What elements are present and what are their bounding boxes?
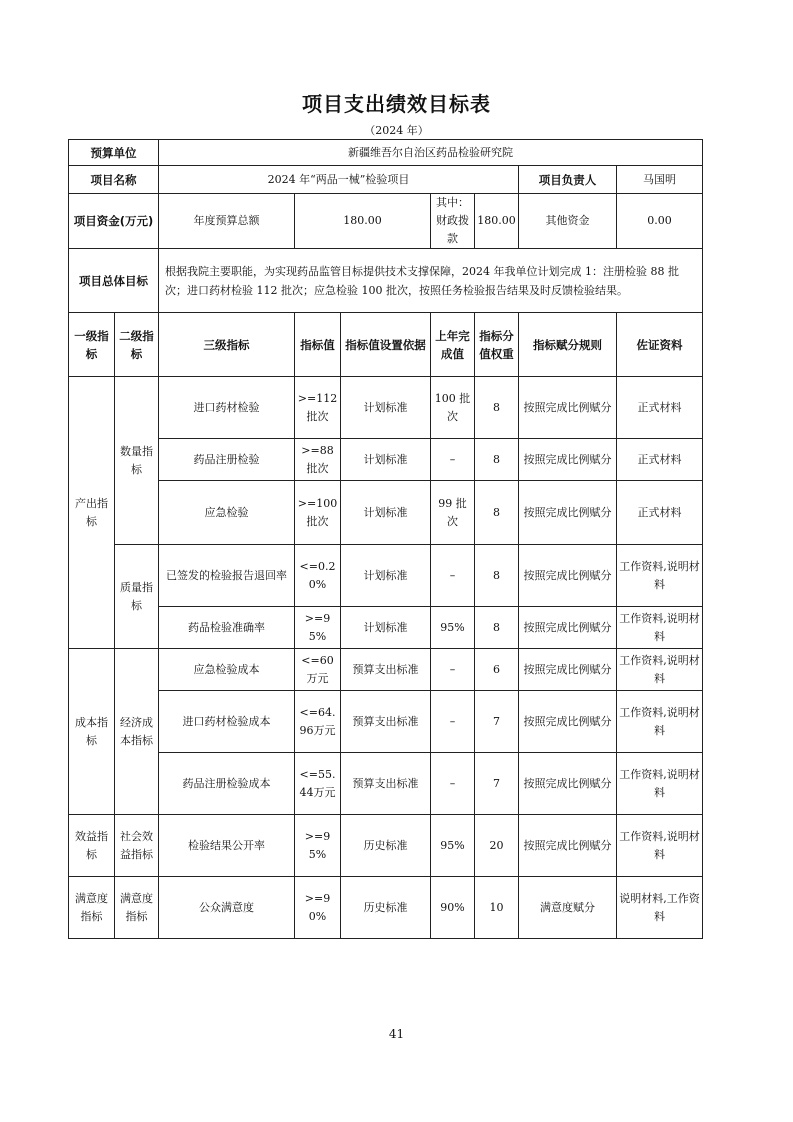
indicator-basis: 历史标准 xyxy=(341,815,431,877)
indicator-value: <=64.96万元 xyxy=(295,691,341,753)
column-header-row xyxy=(69,313,703,377)
table-row xyxy=(69,877,703,939)
indicator-value: >=95% xyxy=(295,607,341,649)
overall-goal-row xyxy=(69,249,703,313)
indicator-prev: 99 批次 xyxy=(431,481,475,545)
indicator-weight: 10 xyxy=(475,877,519,939)
project-leader-label: 项目负责人 xyxy=(519,166,617,194)
table-row xyxy=(69,815,703,877)
table-row xyxy=(69,753,703,815)
indicator-rule: 按照完成比例赋分 xyxy=(519,377,617,439)
indicator-name: 进口药材检验 xyxy=(159,377,295,439)
col-rule: 指标赋分规则 xyxy=(519,313,617,377)
indicator-rule: 按照完成比例赋分 xyxy=(519,607,617,649)
indicator-name: 药品注册检验成本 xyxy=(159,753,295,815)
indicator-weight: 7 xyxy=(475,753,519,815)
indicator-name: 药品注册检验 xyxy=(159,439,295,481)
project-funds-row xyxy=(69,194,703,249)
col-level3: 三级指标 xyxy=(159,313,295,377)
group-output: 产出指标 xyxy=(69,377,115,649)
indicator-evidence: 正式材料 xyxy=(617,377,703,439)
indicator-basis: 计划标准 xyxy=(341,545,431,607)
table-row xyxy=(69,481,703,545)
budget-unit-row xyxy=(69,140,703,166)
group-satisfaction: 满意度指标 xyxy=(69,877,115,939)
table-row xyxy=(69,607,703,649)
indicator-weight: 6 xyxy=(475,649,519,691)
indicator-name: 药品检验准确率 xyxy=(159,607,295,649)
indicator-evidence: 工作资料,说明材料 xyxy=(617,649,703,691)
indicator-rule: 按照完成比例赋分 xyxy=(519,815,617,877)
fiscal-allocation-label: 其中：财政拨款 xyxy=(431,194,475,249)
annual-budget-label: 年度预算总额 xyxy=(159,194,295,249)
group-benefit: 效益指标 xyxy=(69,815,115,877)
indicator-value: <=55.44万元 xyxy=(295,753,341,815)
group-quality: 质量指标 xyxy=(115,545,159,649)
col-basis: 指标值设置依据 xyxy=(341,313,431,377)
indicator-basis: 计划标准 xyxy=(341,439,431,481)
group-social-benefit: 社会效益指标 xyxy=(115,815,159,877)
indicator-value: >=90% xyxy=(295,877,341,939)
indicator-rule: 满意度赋分 xyxy=(519,877,617,939)
indicator-weight: 20 xyxy=(475,815,519,877)
indicator-rule: 按照完成比例赋分 xyxy=(519,649,617,691)
indicator-prev: 90% xyxy=(431,877,475,939)
indicator-prev: 95% xyxy=(431,607,475,649)
indicator-weight: 8 xyxy=(475,481,519,545)
table-row xyxy=(69,691,703,753)
indicator-value: >=88批次 xyxy=(295,439,341,481)
indicator-evidence: 正式材料 xyxy=(617,481,703,545)
table-row xyxy=(69,439,703,481)
indicator-evidence: 工作资料,说明材料 xyxy=(617,815,703,877)
budget-unit-label: 预算单位 xyxy=(69,140,159,166)
page-title: 项目支出绩效目标表 xyxy=(302,92,491,116)
indicator-basis: 计划标准 xyxy=(341,607,431,649)
budget-unit-value: 新疆维吾尔自治区药品检验研究院 xyxy=(159,140,703,166)
indicator-value: >=112批次 xyxy=(295,377,341,439)
indicator-weight: 8 xyxy=(475,439,519,481)
project-funds-label: 项目资金(万元) xyxy=(69,194,159,249)
col-evidence: 佐证资料 xyxy=(617,313,703,377)
indicator-weight: 7 xyxy=(475,691,519,753)
table-row xyxy=(69,377,703,439)
indicator-weight: 8 xyxy=(475,607,519,649)
indicator-value: >=100批次 xyxy=(295,481,341,545)
group-economic-cost: 经济成本指标 xyxy=(115,649,159,815)
indicator-name: 检验结果公开率 xyxy=(159,815,295,877)
indicator-evidence: 工作资料,说明材料 xyxy=(617,691,703,753)
indicator-rule: 按照完成比例赋分 xyxy=(519,481,617,545)
indicator-name: 公众满意度 xyxy=(159,877,295,939)
indicator-rule: 按照完成比例赋分 xyxy=(519,753,617,815)
indicator-evidence: 工作资料,说明材料 xyxy=(617,607,703,649)
col-weight: 指标分值权重 xyxy=(475,313,519,377)
table-row xyxy=(69,649,703,691)
indicator-evidence: 工作资料,说明材料 xyxy=(617,753,703,815)
indicator-rule: 按照完成比例赋分 xyxy=(519,439,617,481)
project-leader-value: 马国明 xyxy=(617,166,703,194)
col-level2: 二级指标 xyxy=(115,313,159,377)
indicator-prev: 95% xyxy=(431,815,475,877)
indicator-basis: 预算支出标准 xyxy=(341,649,431,691)
indicator-basis: 历史标准 xyxy=(341,877,431,939)
indicator-prev: – xyxy=(431,439,475,481)
indicator-basis: 计划标准 xyxy=(341,481,431,545)
indicator-rule: 按照完成比例赋分 xyxy=(519,545,617,607)
overall-goal-label: 项目总体目标 xyxy=(69,249,159,313)
group-quantity: 数量指标 xyxy=(115,377,159,545)
indicator-basis: 计划标准 xyxy=(341,377,431,439)
indicator-prev: 100 批次 xyxy=(431,377,475,439)
fiscal-allocation-value: 180.00 xyxy=(475,194,519,249)
col-level1: 一级指标 xyxy=(69,313,115,377)
indicator-weight: 8 xyxy=(475,545,519,607)
indicator-prev: – xyxy=(431,649,475,691)
overall-goal-text: 根据我院主要职能，为实现药品监管目标提供技术支撑保障，2024 年我单位计划完成 1：注册检验 88 批次；进口药材检验 112 批次；应急检验 100 批次，按照任务检验报告结果及时反馈检验结果。 xyxy=(159,249,703,313)
indicator-name: 已签发的检验报告退回率 xyxy=(159,545,295,607)
col-prev: 上年完成值 xyxy=(431,313,475,377)
indicator-prev: – xyxy=(431,753,475,815)
indicator-value: <=60万元 xyxy=(295,649,341,691)
group-satisfaction-level2: 满意度指标 xyxy=(115,877,159,939)
indicator-rule: 按照完成比例赋分 xyxy=(519,691,617,753)
project-name-row xyxy=(69,166,703,194)
other-funds-label: 其他资金 xyxy=(519,194,617,249)
indicator-evidence: 工作资料,说明材料 xyxy=(617,545,703,607)
indicator-basis: 预算支出标准 xyxy=(341,753,431,815)
indicator-evidence: 正式材料 xyxy=(617,439,703,481)
year-subtitle: （2024 年） xyxy=(364,124,429,137)
project-name-label: 项目名称 xyxy=(69,166,159,194)
annual-budget-value: 180.00 xyxy=(295,194,431,249)
indicator-prev: – xyxy=(431,545,475,607)
indicator-name: 应急检验成本 xyxy=(159,649,295,691)
indicator-name: 应急检验 xyxy=(159,481,295,545)
other-funds-value: 0.00 xyxy=(617,194,703,249)
indicator-basis: 预算支出标准 xyxy=(341,691,431,753)
page-number: 41 xyxy=(388,1027,405,1041)
project-name-value: 2024 年“两品一械”检验项目 xyxy=(159,166,519,194)
col-value: 指标值 xyxy=(295,313,341,377)
indicator-evidence: 说明材料,工作资料 xyxy=(617,877,703,939)
indicator-value: <=0.20% xyxy=(295,545,341,607)
indicator-weight: 8 xyxy=(475,377,519,439)
indicator-value: >=95% xyxy=(295,815,341,877)
performance-table xyxy=(68,139,703,939)
indicator-name: 进口药材检验成本 xyxy=(159,691,295,753)
group-cost: 成本指标 xyxy=(69,649,115,815)
indicator-prev: – xyxy=(431,691,475,753)
table-row xyxy=(69,545,703,607)
